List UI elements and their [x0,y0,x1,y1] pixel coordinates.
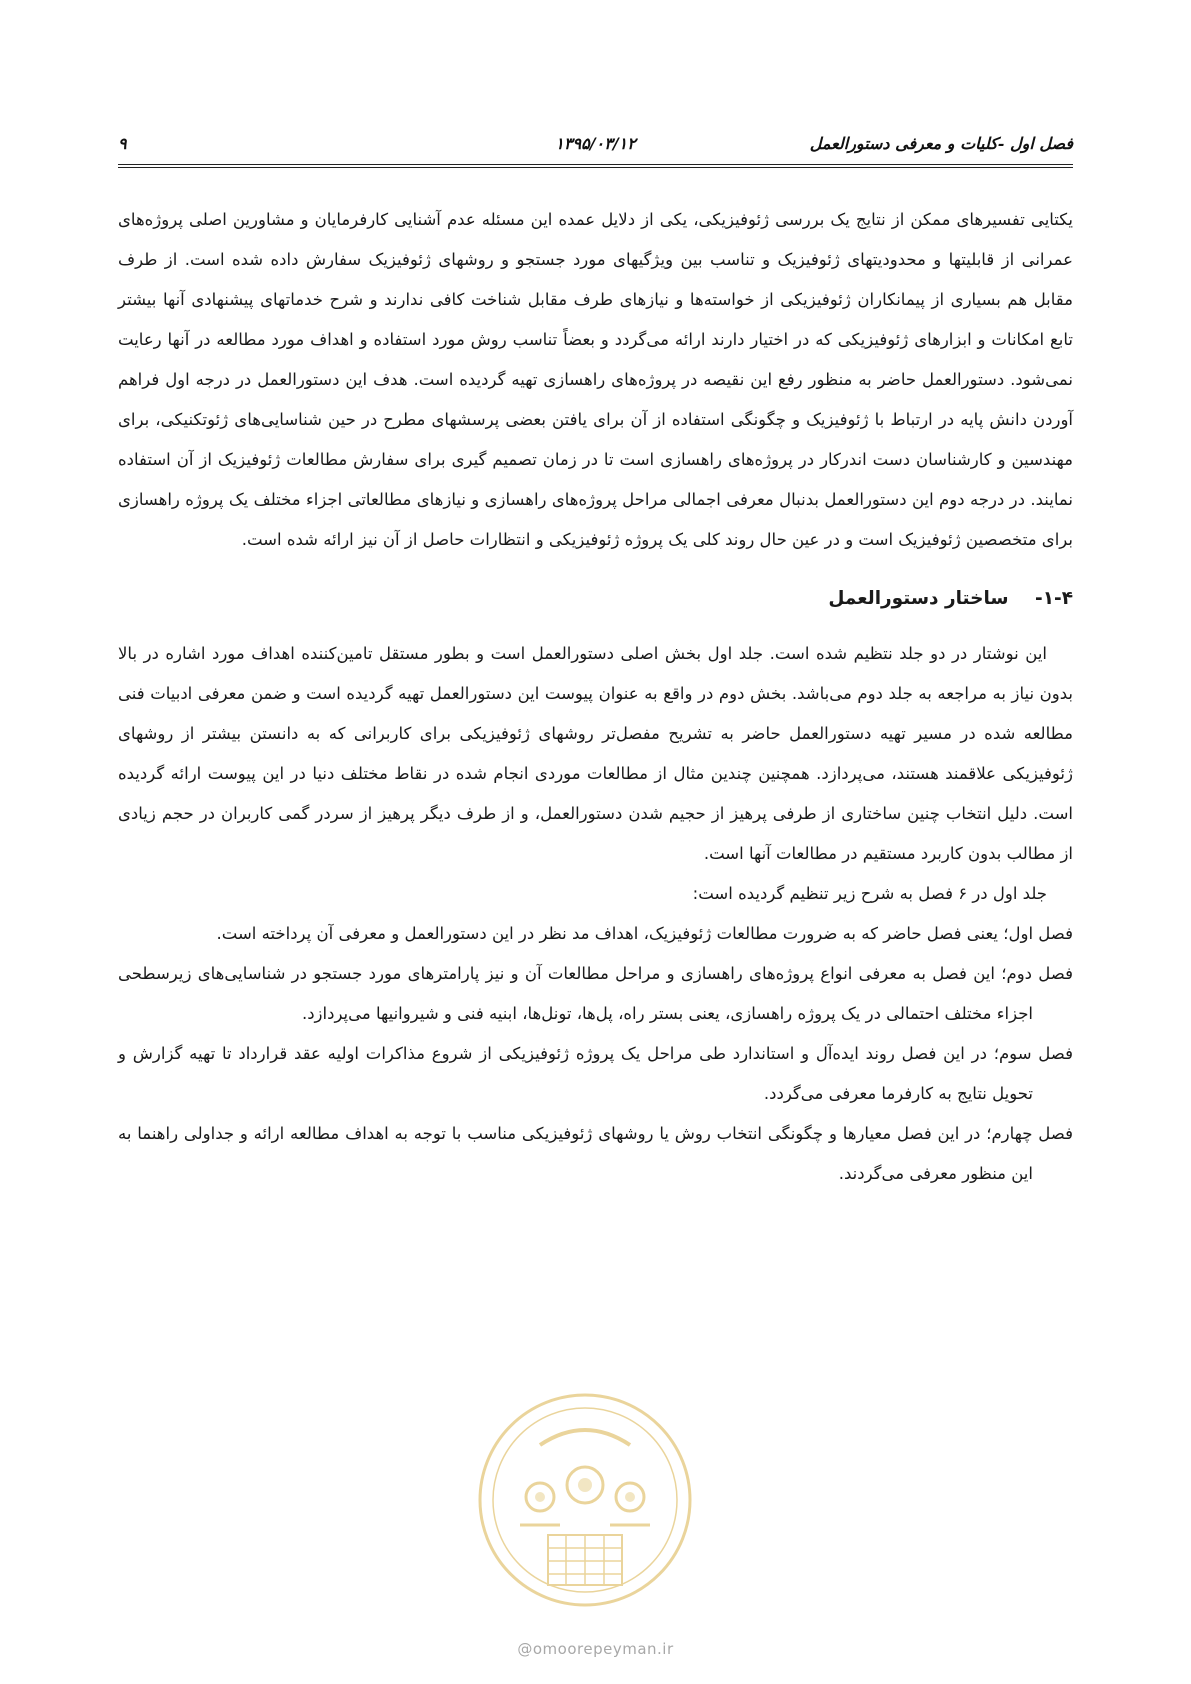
header-date: ۱۳۹۵/۰۳/۱۲ [555,134,636,153]
section-number: ۱-۴- [1035,588,1073,609]
section-heading [118,582,1073,616]
list-item: فصل سوم؛ در این فصل روند ایده‌آل و استاندارد طی مراحل یک پروژه ژئوفیزیکی از شروع مذاکرات اولیه عقد قرارداد تا تهیه گزارش و تحویل نتایج به کارفرما معرفی می‌گردد. [118,1044,1073,1103]
seal-watermark-icon [470,1385,700,1615]
volume-intro: جلد اول در ۶ فصل به شرح زیر تنظیم گردیده است: [692,884,1047,903]
page-number: ۹ [118,134,127,153]
body-text [118,200,1073,1194]
header-divider [118,164,1073,168]
section-title: ساختار دستورالعمل [828,588,1009,609]
list-item: فصل دوم؛ این فصل به معرفی انواع پروژه‌های راهسازی و مراحل مطالعات آن و نیز پارامترهای مورد جستجو در شناسایی‌های زیرسطحی اجزاء مختلف احتمالی در یک پروژه راهسازی، یعنی بستر راه، پل‌ها، تونل‌ها، ابنیه فنی و شیروانیها می‌پردازد. [118,964,1073,1023]
running-header [118,130,1073,164]
list-item: فصل چهارم؛ در این فصل معیارها و چگونگی انتخاب روش یا روشهای ژئوفیزیکی مناسب با توجه به اهداف مطالعه ارائه و جداولی راهنما به این منظور معرفی می‌گردند. [118,1124,1073,1183]
structure-paragraph: این نوشتار در دو جلد نتظیم شده است. جلد اول بخش اصلی دستورالعمل است و بطور مستقل تامین‌کننده اهداف مورد اشاره در بالا بدون نیاز به مراجعه به جلد دوم می‌باشد. بخش دوم در واقع به عنوان پیوست این دستورالعمل تهیه گردیده است و ضمن معرفی ادبیات فنی مطالعه شده در مسیر تهیه دستورالعمل حاضر به تشریح مفصل‌تر روشهای ژئوفیزیکی برای کاربرانی که به دانستن بیشتر از روشهای ژئوفیزیکی علاقمند هستند، می‌پردازد. همچنین چندین مثال از مطالعات موردی انجام شده در نقاط مختلف دنیا در این پیوست ارائه گردیده است. دلیل انتخاب چنین ساختاری از طرفی پرهیز از حجیم شدن دستورالعمل، و از طرف دیگر پرهیز از سردر گمی کاربران در حجم زیادی از مطالب بدون کاربرد مستقیم در مطالعات آنها است. [118,644,1073,863]
chapter-title: فصل اول -کلیات و معرفی دستورالعمل [809,134,1073,153]
intro-paragraph: یکتایی تفسیرهای ممکن از نتایج یک بررسی ژئوفیزیکی، یکی از دلایل عمده این مسئله عدم آشنایی کارفرمایان و مشاورین اصلی پروژه‌های عمرانی از قابلیتها و محدودیتهای ژئوفیزیک و تناسب بین ویژگیهای مورد جستجو و روشهای ژئوفیزیک سفارش داده شده است. از طرف مقابل هم بسیاری از پیمانکاران ژئوفیزیکی از خواسته‌ها و نیازهای طرف مقابل شناخت کافی ندارند و شرح خدماتهای پیشنهادی آنها بیشتر تابع امکانات و ابزارهای ژئوفیزیکی که در اختیار دارند ارائه می‌گردد و بعضاً تناسب روش مورد استفاده و اهداف مورد مطالعه در آنها رعایت نمی‌شود. دستورالعمل حاضر به منظور رفع این نقیصه در پروژه‌های راهسازی تهیه گردیده است. هدف این دستورالعمل در درجه اول فراهم آوردن دانش پایه در ارتباط با ژئوفیزیک و چگونگی استفاده از آن برای یافتن بعضی پرسشهای مطرح در حین شناسایی‌های ژئوتکنیکی، برای مهندسین و کارشناسان دست اندرکار در پروژه‌های راهسازی است تا در زمان تصمیم گیری برای سفارش مطالعات ژئوفیزیک از آن استفاده نمایند. در درجه دوم این دستورالعمل بدنبال معرفی اجمالی مراحل پروژه‌های راهسازی و نیازهای مطالعاتی اجزاء مختلف یک پروژه راهسازی برای متخصصین ژئوفیزیک است و در عین حال روند کلی یک پروژه ژئوفیزیکی و انتظارات حاصل از آن نیز ارائه شده است. [118,210,1073,549]
site-watermark: @omoorepeyman.ir [517,1640,674,1658]
list-item: فصل اول؛ یعنی فصل حاضر که به ضرورت مطالعات ژئوفیزیک، اهداف مد نظر در این دستورالعمل و معرفی آن پرداخته است. [216,924,1073,943]
